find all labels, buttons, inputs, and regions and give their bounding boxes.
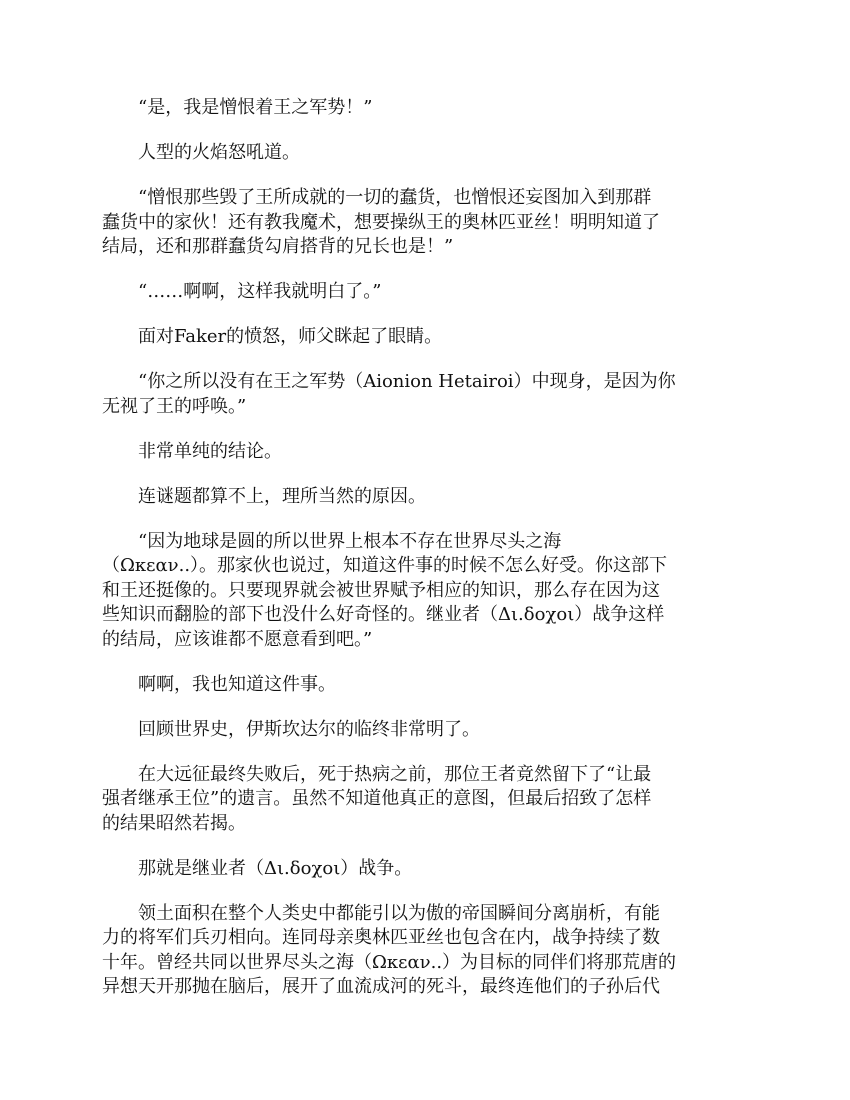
paragraph-12: 在大远征最终失败后，死于热病之前，那位王者竟然留下了“让最 强者继承王位”的遗言。虽然不知道他真正的意图，但最后招致了怎样 的结果昭然若揭。 [102,763,652,834]
paragraph-8: 连谜题都算不上，理所当然的原因。 [138,485,426,507]
paragraph-13: 那就是继业者（Δι.δοχοι）战争。 [138,857,413,879]
paragraph-11: 回顾世界史，伊斯坎达尔的临终非常明了。 [138,718,480,740]
paragraph-7: 非常单纯的结论。 [138,440,282,462]
paragraph-3: “憎恨那些毁了王所成就的一切的蠢货，也憎恨还妄图加入到那群 蠢货中的家伙！还有教我魔术，想要操纵王的奥林匹亚丝！明明知道了 结局，还和那群蠢货勾肩搭背的兄长也是！” [102,187,660,257]
document-page [102,96,748,1020]
paragraph-5: 面对Faker的愤怒，师父眯起了眼睛。 [138,326,443,347]
paragraph-14: 领土面积在整个人类史中都能引以为傲的帝国瞬间分离崩析，有能 力的将军们兵刃相向。连同母亲奥林匹亚丝也包含在内，战争持续了数 十年。曾经共同以世界尽头之海（Ωκεαν..）为目标的同伴们将那荒唐的 异想天开那抛在脑后，展开了血流成河的死斗，最终连他们的子孙后代 [102,902,677,997]
paragraph-6: “你之所以没有在王之军势（Aionion Hetairoi）中现身，是因为你 无视了王的呼唤。” [102,371,676,417]
paragraph-9: “因为地球是圆的所以世界上根本不存在世界尽头之海 （Ωκεαν..）。那家伙也说过，知道这件事的时候不怎么好受。你这部下 和王还挺像的。只要现界就会被世界赋予相应的知识，那么存在因为这 些知识而翻脸的部下也没什么好奇怪的。继业者（Δι.δοχοι）战争这样 的结局，应该谁都不愿意看到吧。” [102,530,668,650]
paragraph-2: 人型的火焰怒吼道。 [138,142,300,163]
paragraph-10: 啊啊，我也知道这件事。 [138,673,336,695]
paragraph-1: “是，我是憎恨着王之军势！” [138,97,373,118]
paragraph-4: “……啊啊，这样我就明白了。” [138,281,382,302]
